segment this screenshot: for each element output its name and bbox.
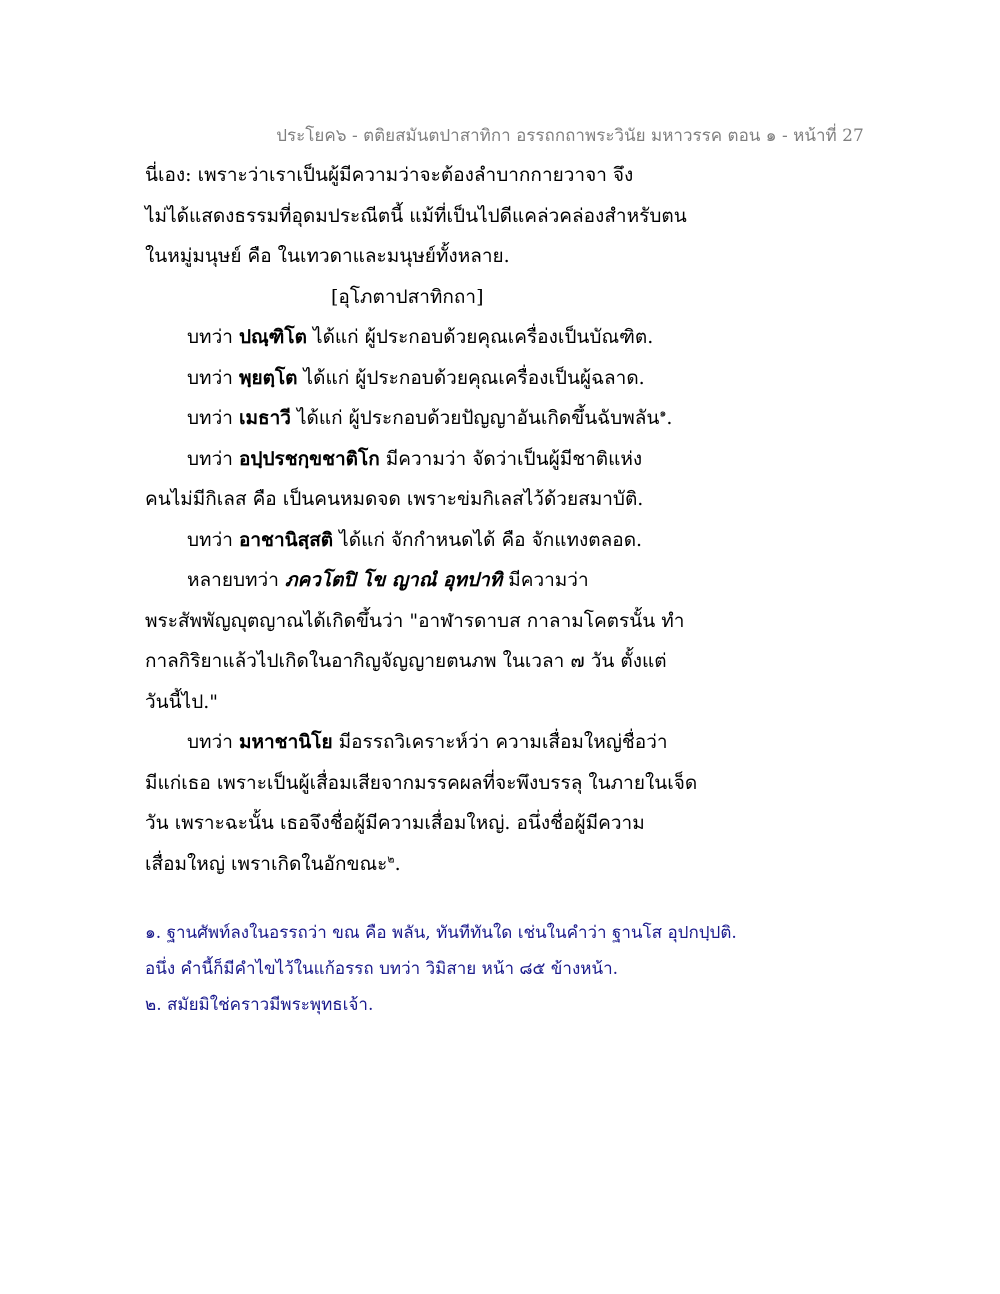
paragraph-bhagavato-cont-2: กาลกิริยาแล้วไปเกิดในอากิญจัญญายตนภพ ในเวลา ๗ วัน ตั้งแต่: [145, 650, 667, 672]
paragraph-text: มีความว่า: [502, 569, 589, 591]
paragraph-mahajaniyo-cont-1: มีแก่เธอ เพราะเป็นผู้เสื่อมเสียจากมรรคผลที่จะพึงบรรลุ ในภายในเจ็ด: [145, 771, 698, 794]
paragraph-label: หลายบทว่า: [187, 569, 285, 591]
paragraph-text: มีความว่า จัดว่าเป็นผู้มีชาติแห่ง: [379, 447, 643, 470]
pali-term: เมธาวี: [238, 407, 291, 429]
footnote-2: ๒. สมัยมิใช่คราวมีพระพุทธเจ้า.: [145, 995, 374, 1015]
page-header: ประโยค๖ - ตติยสมันตปาสาทิกา อรรถกถาพระวินัย มหาวรรค ตอน ๑ - หน้าที่ 27: [276, 126, 864, 146]
pali-term: อปฺปรชกฺขชาติโก: [238, 447, 380, 470]
pali-term: ปณฺฑิโต: [238, 326, 307, 348]
footnotes: [145, 915, 865, 1023]
paragraph-text: ได้แก่ ผู้ประกอบด้วยคุณเครื่องเป็นผู้ฉลาด.: [297, 366, 645, 389]
paragraph-mahajaniyo-cont-3: [145, 844, 865, 885]
document-body: [145, 155, 865, 884]
paragraph-pandito: [145, 317, 865, 358]
pali-term: ภควโตปิ โข ญาณํ อุทปาทิ: [284, 569, 503, 591]
paragraph-label: บทว่า: [187, 731, 239, 753]
paragraph-text: เสื่อมใหญ่ เพราเกิดในอักขณะ: [145, 852, 388, 875]
paragraph-ajanissati: [145, 520, 865, 561]
paragraph-apparajakkha-cont: คนไม่มีกิเลส คือ เป็นคนหมดจด เพราะข่มกิเลสไว้ด้วยสมาบัติ.: [145, 488, 644, 510]
paragraph-end: .: [666, 407, 673, 429]
body-line-1: นี่เอง: เพราะว่าเราเป็นผู้มีความว่าจะต้องลำบากกายวาจา จึง: [145, 164, 634, 186]
paragraph-byatto: [145, 358, 865, 399]
body-line-2: ไม่ได้แสดงธรรมที่อุดมประณีตนี้ แม้ที่เป็นไปดีแคล่วคล่องสำหรับตน: [145, 204, 687, 227]
paragraph-bhagavato: [145, 560, 865, 601]
pali-term: พฺยตฺโต: [238, 366, 298, 389]
paragraph-text: ได้แก่ ผู้ประกอบด้วยปัญญาอันเกิดขึ้นฉับพลัน: [290, 407, 660, 429]
footnote-1-cont: อนึ่ง คำนี้ก็มีคำไขไว้ในแก้อรรถ บทว่า วิมิสาย หน้า ๘๕ ข้างหน้า.: [145, 959, 619, 979]
paragraph-mahajaniyo: [145, 722, 865, 763]
pali-term: อาชานิสฺสติ: [238, 528, 334, 551]
paragraph-label: บทว่า: [187, 528, 239, 551]
footnote-ref-1[interactable]: ๑: [659, 406, 667, 420]
footnote-ref-2[interactable]: ๒: [387, 852, 395, 866]
pali-term: มหาชานิโย: [238, 731, 333, 753]
paragraph-text: ได้แก่ จักกำหนดได้ คือ จักแทงตลอด.: [333, 528, 643, 551]
paragraph-medhavi: [145, 398, 865, 439]
paragraph-apparajakkha: [145, 439, 865, 480]
paragraph-label: บทว่า: [187, 407, 239, 429]
paragraph-bhagavato-cont-1: พระสัพพัญญุตญาณได้เกิดขึ้นว่า "อาฬารดาบส กาลามโคตรนั้น ทำ: [145, 609, 685, 632]
paragraph-label: บทว่า: [187, 366, 239, 389]
section-heading: [อุโภตาปสาทิกถา]: [331, 285, 484, 308]
paragraph-label: บทว่า: [187, 447, 239, 470]
body-line-3: ในหมู่มนุษย์ คือ ในเทวดาและมนุษย์ทั้งหลาย.: [145, 245, 510, 267]
paragraph-text: มีอรรถวิเคราะห์ว่า ความเสื่อมใหญ่ชื่อว่า: [332, 731, 668, 753]
footnote-1: ๑. ฐานศัพท์ลงในอรรถว่า ขณ คือ พลัน, ทันทีทันใด เช่นในคำว่า ฐานโส อุปกปฺปติ.: [145, 923, 737, 943]
paragraph-bhagavato-cont-3: วันนี้ไป.": [145, 690, 219, 713]
paragraph-mahajaniyo-cont-2: วัน เพราะฉะนั้น เธอจึงชื่อผู้มีความเสื่อมใหญ่. อนึ่งชื่อผู้มีความ: [145, 812, 645, 834]
paragraph-label: บทว่า: [187, 326, 239, 348]
paragraph-end: .: [394, 852, 401, 875]
paragraph-text: ได้แก่ ผู้ประกอบด้วยคุณเครื่องเป็นบัณฑิต.: [306, 326, 654, 348]
